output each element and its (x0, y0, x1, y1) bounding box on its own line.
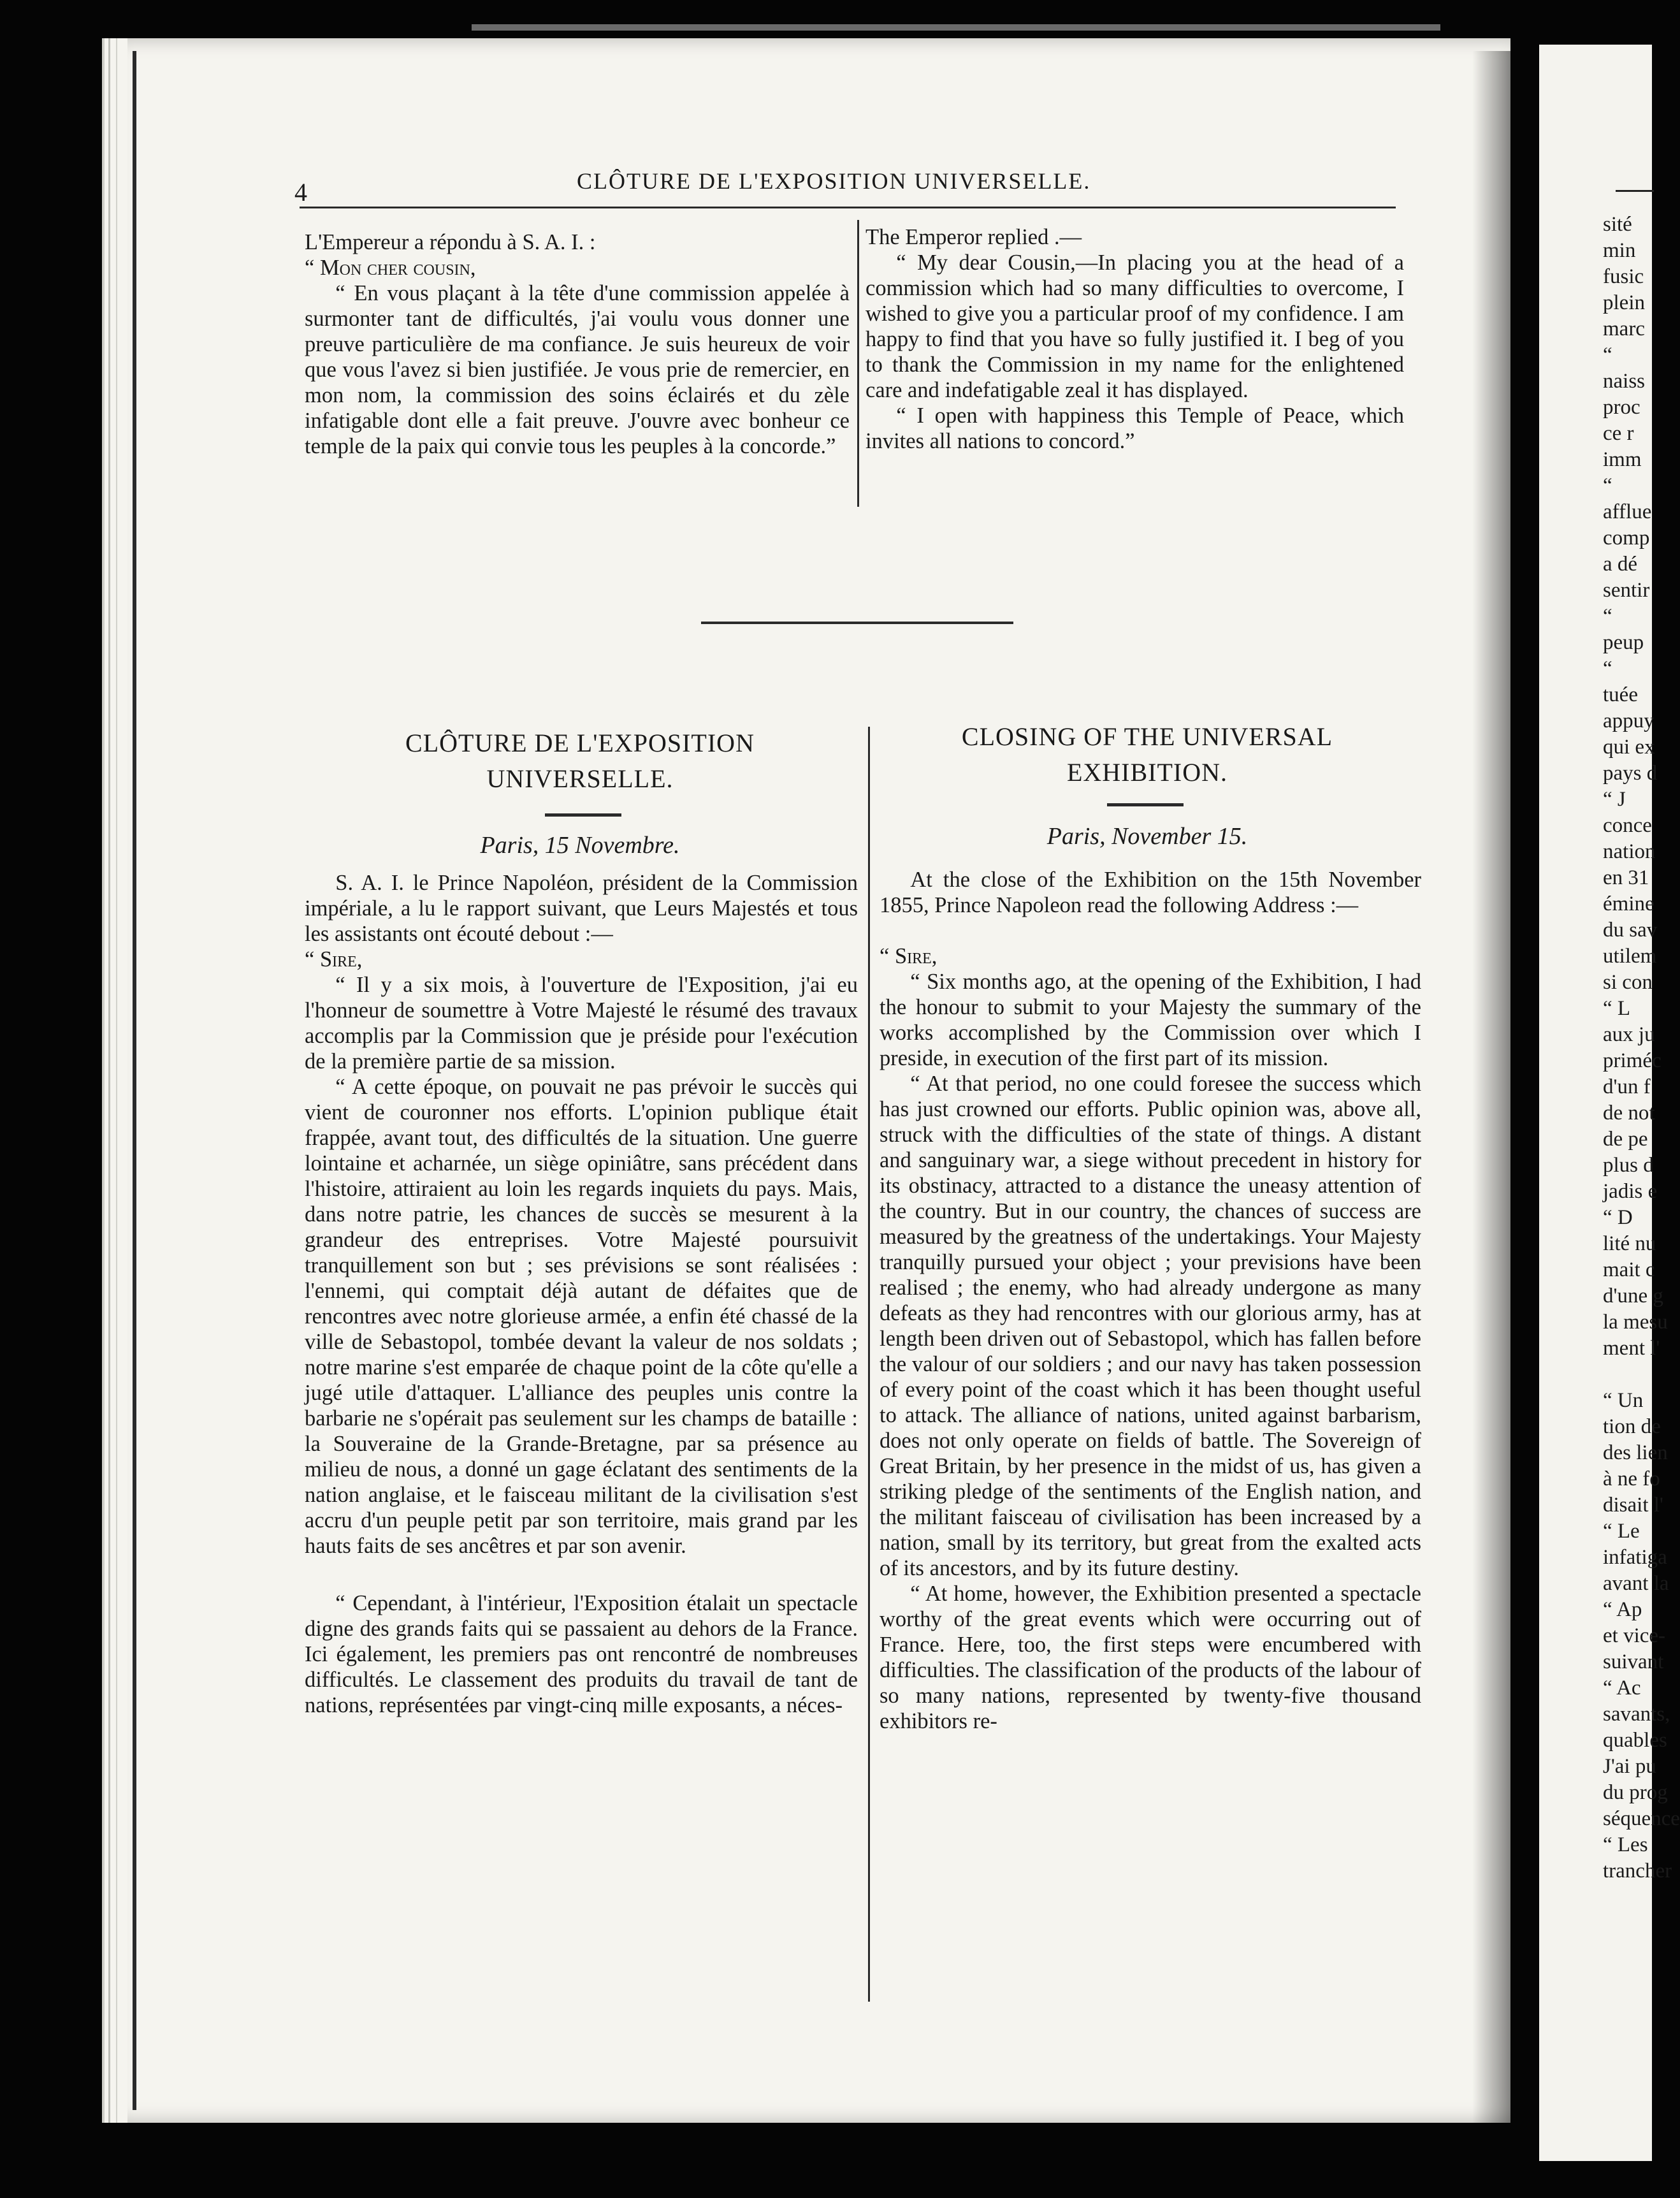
facing-page-fragment-line: mait c (1603, 1258, 1655, 1281)
title-rule-en (1107, 803, 1184, 806)
para3-fr: “ Cependant, à l'intérieur, l'Exposition étalait un spectacle digne des grands faits qui se passaient au dehors de la France. Ici également, les premiers pas ont rencontré de nombreuses difficultés. Le classement des produits du travail de tant de nations, représentées par vingt-cinq mille exposants, a néces- (305, 1591, 858, 1717)
facing-page-fragment-line: “ L (1603, 997, 1631, 1020)
binding-line (133, 51, 136, 2110)
emperor-reply-english (865, 224, 1404, 454)
page-stack-edge (102, 38, 127, 2123)
facing-page-fragment-line: tuée (1603, 683, 1638, 706)
facing-page-fragment-line: aux ju (1603, 1023, 1655, 1046)
facing-page-fragment-line: la mesu (1603, 1311, 1668, 1334)
header-rule (300, 207, 1396, 208)
facing-page-fragment-line: de not (1603, 1102, 1655, 1124)
facing-page-fragment-line: infatiga (1603, 1546, 1667, 1569)
facing-page-rule (1616, 190, 1654, 192)
facing-page-fragment-line: “ Un (1603, 1389, 1644, 1412)
facing-page-fragment-line: conce (1603, 814, 1652, 837)
facing-page-fragment-line: disait l' (1603, 1494, 1663, 1517)
facing-page-fragment-line: naiss (1603, 370, 1645, 393)
facing-page-fragment-line: “ Le (1603, 1520, 1640, 1543)
facing-page-fragment-line: séquence (1603, 1807, 1680, 1830)
address-english (880, 867, 1421, 1734)
section-title-french (357, 725, 803, 797)
emperor-reply-french (305, 229, 850, 459)
title-fr-line1: CLÔTURE DE L'EXPOSITION (405, 729, 755, 757)
facing-page-fragment-line: fusic (1603, 265, 1644, 288)
paragraph-gap (305, 1559, 858, 1590)
reply-intro-fr: L'Empereur a répondu à S. A. I. : (305, 230, 596, 254)
facing-page-fragment-line: du sav (1603, 919, 1658, 942)
facing-page-fragment-line: si con (1603, 971, 1653, 994)
para2-fr: “ A cette époque, on pouvait ne pas prévoir le succès qui vient de couronner nos efforts. L'opinion publique était frappée, avant tout, des difficultés de la situation. Une guerre lointaine et acharnée, un siège opiniâtre, sans précédent dans l'histoire, attiraient au loin les regards inquiets du pays. Mais, dans notre patrie, les chances de succès se mesurent à la grandeur des entreprises. Votre Majesté poursuivit tranquillement son but ; ses prévisions se sont réalisées : l'ennemi, qui comptait déjà autant de défaites que de rencontres avec notre glorieuse armée, a enfin été chassé de la ville de Sebastopol, tombée devant la valeur de nos soldats ; notre marine s'est emparée de chaque point de la côte qu'elle a jugé utile d'attaquer. L'alliance des peuples unis contre la barbarie ne s'opérait pas seulement sur les champs de bataille : la Souveraine de la Grande-Bretagne, par sa présence au milieu de nous, a donné un gage éclatant des sentiments de la nation anglaise, et le faisceau militant de la civilisation s'est accru d'un peuple petit par son territoire, mais grand par les hauts faits de ses ancêtres et par son avenir. (305, 1075, 858, 1558)
facing-page-fragment-line: avant la (1603, 1572, 1669, 1595)
paragraph-gap (880, 918, 1421, 943)
facing-page-fragment-line: tion de (1603, 1415, 1661, 1438)
facing-page-fragment-line: “ (1603, 605, 1612, 628)
facing-page-fragment-line: nation (1603, 840, 1656, 863)
dateline-en: Paris, November 15. (1046, 823, 1248, 850)
dateline-fr: Paris, 15 Novembre. (480, 832, 680, 859)
running-head: CLÔTURE DE L'EXPOSITION UNIVERSELLE. (577, 168, 1091, 194)
facing-page-fragment-line: J'ai pu (1603, 1755, 1656, 1778)
facing-page-fragment-line: plus d (1603, 1154, 1654, 1177)
facing-page-fragment-line: et vice- (1603, 1624, 1666, 1647)
facing-page-fragment-line: utilem (1603, 945, 1657, 968)
facing-page-fragment-line: à ne fo (1603, 1467, 1660, 1490)
facing-page-fragment-line: savants, (1603, 1703, 1670, 1726)
facing-page-fragment-line: “ Ap (1603, 1598, 1642, 1621)
facing-page-fragment-line: suivant (1603, 1650, 1664, 1673)
facing-page-fragment-line: qui ex (1603, 736, 1655, 759)
facing-page-fragment-line: afflue (1603, 500, 1652, 523)
title-en-line1: CLOSING OF THE UNIVERSAL (961, 722, 1333, 751)
facing-page-fragment-line: des lien (1603, 1441, 1668, 1464)
facing-page-fragment-line: du prog (1603, 1781, 1668, 1804)
facing-page-fragment-line: ce r (1603, 422, 1634, 445)
sire-en: “ Sire, (880, 944, 938, 968)
facing-page-fragment (1539, 45, 1680, 2161)
facing-page-fragment-line: jadis e (1603, 1180, 1658, 1203)
facing-page-fragment-line: “ D (1603, 1206, 1633, 1229)
facing-page-fragment-line: appuy (1603, 710, 1655, 732)
facing-page-fragment-line: émine (1603, 892, 1655, 915)
facing-page-fragment-line: d'un f (1603, 1075, 1651, 1098)
facing-page-fragment-line: de pe (1603, 1128, 1648, 1151)
column-divider-main (868, 727, 870, 2002)
section-separator (701, 622, 1013, 624)
facing-page-fragment-line: lité nu (1603, 1232, 1656, 1255)
facing-page-fragment-line: en 31 (1603, 866, 1649, 889)
salutation-fr: “ Mon cher cousin, (305, 256, 476, 280)
facing-page-fragment-line: “ (1603, 657, 1612, 680)
para3-en: “ At home, however, the Exhibition presented a spectacle worthy of the great events which were occurring out of France. Here, too, the first steps were encumbered with difficulties. The classification of the products of the labour of so many nations, represented by twenty-five thousand exhibitors re- (880, 1582, 1421, 1733)
facing-page-fragment-line: d'une g (1603, 1285, 1663, 1307)
facing-page-fragment-line: plein (1603, 291, 1645, 314)
facing-page-fragment-line: sentir (1603, 579, 1650, 602)
facing-page-fragment-line: min (1603, 239, 1636, 262)
reply-body-fr: “ En vous plaçant à la tête d'une commission appelée à surmonter tant de difficultés, j'ai voulu vous donner une preuve particulière de ma confiance. Je suis heureux de voir que vous l'avez si bien justifiée. Je vous prie de remercier, en mon nom, la commission des soins éclairés et du zèle infatigable dont elle a fait preuve. J'ouvre avec bonheur ce temple de la paix qui convie tous les peuples à la concorde.” (305, 281, 850, 458)
column-divider-top (857, 220, 859, 507)
para1-fr: “ Il y a six mois, à l'ouverture de l'Exposition, j'ai eu l'honneur de soumettre à Votre Majesté le résumé des travaux accomplis par la Commission que je préside pour l'exécution de la première partie de sa mission. (305, 973, 858, 1074)
facing-page-fragment-line: “ (1603, 344, 1612, 367)
facing-page-fragment-line: imm (1603, 448, 1642, 471)
facing-page-fragment-line: “ (1603, 474, 1612, 497)
facing-page-fragment-line: peup (1603, 631, 1644, 654)
facing-page-fragment-line: “ Ac (1603, 1677, 1641, 1699)
facing-page-fragment-line: trancher (1603, 1860, 1672, 1882)
intro-en: At the close of the Exhibition on the 15th November 1855, Prince Napoleon read the following Address :— (880, 868, 1421, 917)
reply-intro-en: The Emperor replied .— (865, 225, 1082, 249)
intro-fr: S. A. I. le Prince Napoléon, président de la Commission impériale, a lu le rapport suivant, que Leurs Majestés et tous les assistants ont écouté debout :— (305, 871, 858, 946)
address-french (305, 870, 858, 1718)
para1-en: “ Six months ago, at the opening of the Exhibition, I had the honour to submit to your Majesty the summary of the works accomplished by the Commission over which I preside, in execution of the first part of its mission. (880, 970, 1421, 1070)
page-number: 4 (294, 178, 307, 207)
facing-page-fragment-line: priméc (1603, 1049, 1662, 1072)
top-edge-band (472, 24, 1440, 31)
reply-closing-en: “ I open with happiness this Temple of Peace, which invites all nations to concord.” (865, 404, 1404, 453)
facing-page-fragment-line: comp (1603, 527, 1650, 550)
sire-fr: “ Sire, (305, 947, 363, 972)
reply-body-en: “ My dear Cousin,—In placing you at the head of a commission which had so many difficulties to overcome, I wished to give you a particular proof of my confidence. I am happy to find that you have so fully justified it. I beg of you to thank the Commission in my name for the enlightened care and indefatigable zeal it has displayed. (865, 251, 1404, 402)
facing-page-fragment-line: quables (1603, 1729, 1667, 1752)
facing-page-fragment-line: a dé (1603, 553, 1638, 576)
title-rule-fr (545, 813, 621, 817)
facing-page-fragment-line: sité (1603, 213, 1632, 236)
para2-en: “ At that period, no one could foresee the success which has just crowned our efforts. Public opinion was, above all, struck with the difficulties of the state of things. A distant and sanguinary war, a siege without precedent in history for its obstinacy, attracted to a distance the uneasy attention of the country. But in our country, the chances of success are measured by the greatness of the undertakings. Your Majesty tranquilly pursued your object ; your previsions have been realised ; the enemy, who had already undergone as many defeats as they had rencontres with our glorious army, has at length been driven out of Sebastopol, which has fallen before the valour of our soldiers ; and our navy has taken possession of every point of the coast which it has been thought useful to attack. The alliance of nations, united against barbarism, does not only operate on fields of battle. The Sovereign of Great Britain, by her presence in the midst of us, has given a striking pledge of the sentiments of the English nation, and the militant faisceau of civilisation has been increased by a nation, small by its territory, but great from the exalted acts of its ancestors, and by its future destiny. (880, 1072, 1421, 1580)
facing-page-fragment-line: ment l' (1603, 1337, 1660, 1360)
title-fr-line2: UNIVERSELLE. (486, 764, 674, 793)
facing-page-fragment-line: marc (1603, 317, 1645, 340)
facing-page-fragment-line: “ Les (1603, 1833, 1648, 1856)
title-en-line2: EXHIBITION. (1066, 758, 1228, 787)
facing-page-fragment-line: “ J (1603, 788, 1626, 811)
gutter-shadow (1472, 51, 1510, 2123)
facing-page-fragment-line: pays d (1603, 762, 1658, 785)
section-title-english (918, 719, 1377, 790)
facing-page-fragment-line: proc (1603, 396, 1640, 419)
